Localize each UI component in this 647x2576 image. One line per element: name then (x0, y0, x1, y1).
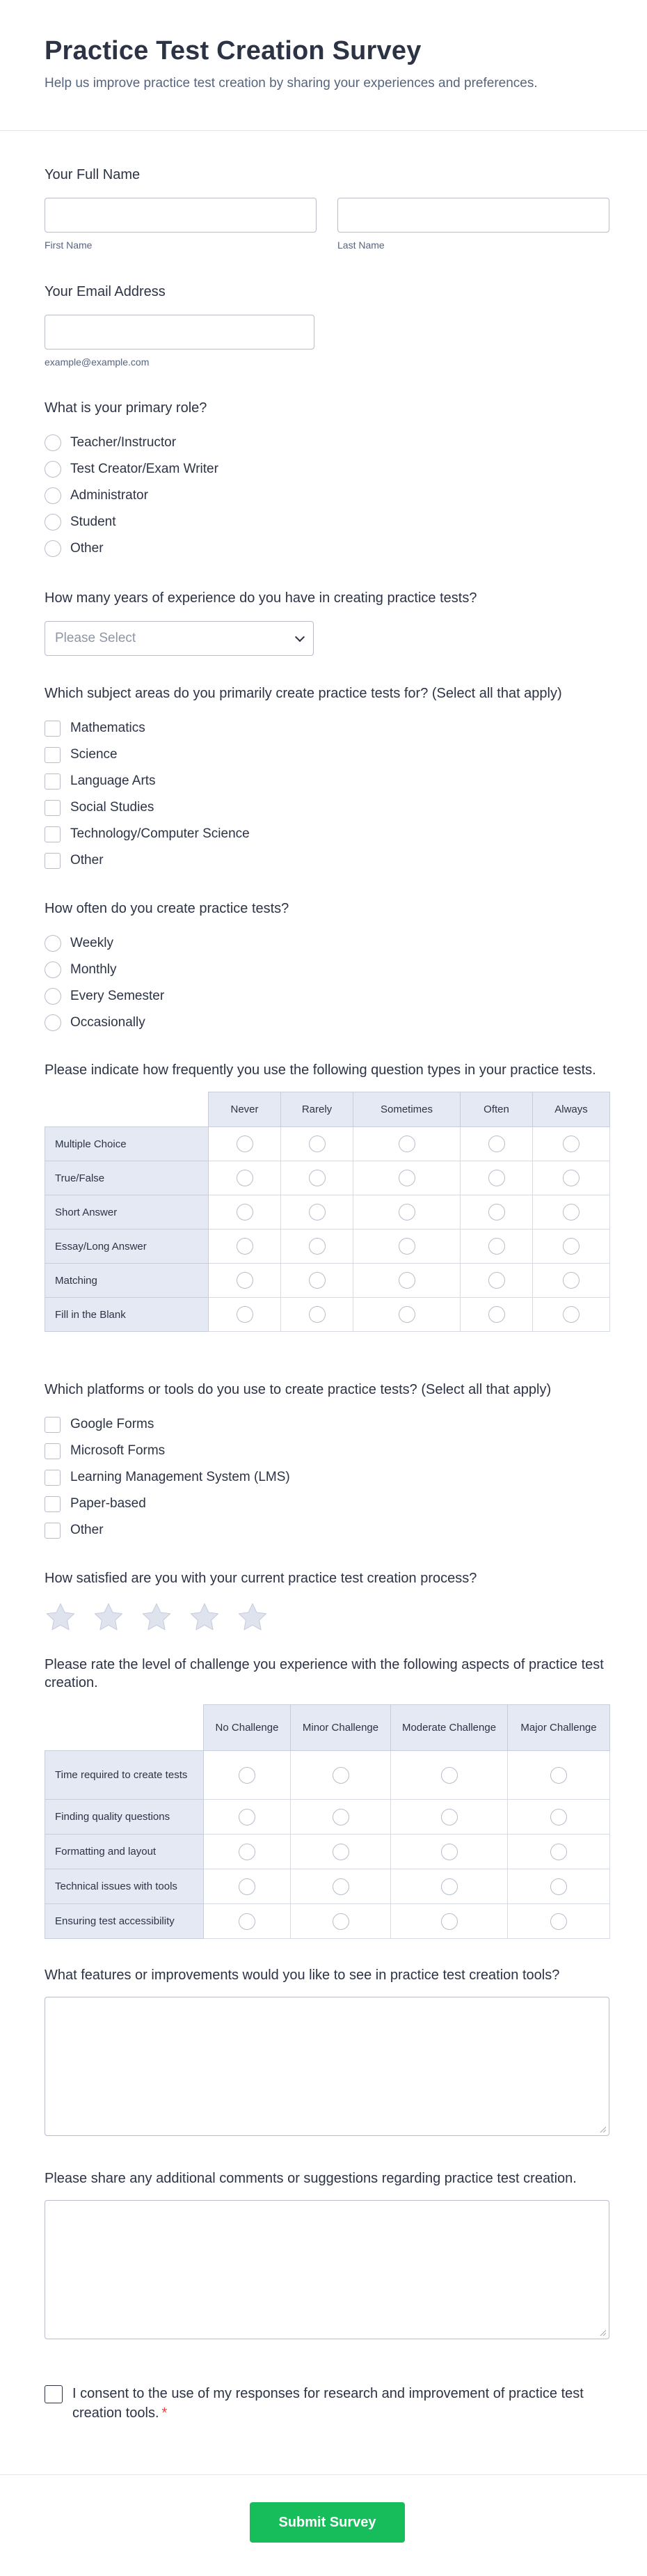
matrix-row-label: Essay/Long Answer (45, 1230, 209, 1264)
matrix-radio[interactable] (441, 1844, 458, 1860)
frequency-options (45, 930, 609, 1036)
matrix-radio[interactable] (550, 1878, 567, 1895)
chevron-down-icon (295, 631, 305, 641)
platform-option[interactable]: Learning Management System (LMS) (45, 1464, 609, 1491)
matrix-radio[interactable] (563, 1136, 580, 1152)
matrix-radio[interactable] (563, 1238, 580, 1255)
matrix-radio[interactable] (333, 1878, 349, 1895)
checkbox[interactable] (45, 1417, 61, 1433)
matrix-radio[interactable] (441, 1809, 458, 1825)
matrix-radio[interactable] (550, 1844, 567, 1860)
email-input[interactable] (45, 315, 314, 350)
matrix-corner (45, 1705, 204, 1751)
platform-option[interactable]: Google Forms (45, 1411, 609, 1438)
matrix-radio[interactable] (563, 1204, 580, 1220)
matrix-row-label: Multiple Choice (45, 1127, 209, 1161)
checkbox[interactable] (45, 1470, 61, 1486)
matrix-radio[interactable] (441, 1878, 458, 1895)
resize-handle-icon[interactable] (599, 2126, 606, 2133)
role-options (45, 430, 609, 562)
matrix-corner (45, 1092, 209, 1127)
role-question (45, 399, 609, 562)
subject-option[interactable]: Technology/Computer Science (45, 821, 609, 847)
matrix-radio[interactable] (237, 1238, 253, 1255)
matrix-row-label: Time required to create tests (45, 1751, 204, 1800)
comments-question (45, 2169, 609, 2339)
page-title: Practice Test Creation Survey (45, 36, 422, 65)
matrix-radio[interactable] (550, 1913, 567, 1930)
experience-question (45, 589, 609, 656)
frequency-option[interactable]: Weekly (45, 930, 609, 957)
matrix-radio[interactable] (237, 1204, 253, 1220)
matrix-radio[interactable] (563, 1272, 580, 1289)
matrix-radio[interactable] (309, 1204, 326, 1220)
matrix-col-header: Rarely (281, 1092, 353, 1127)
matrix-row-label: Matching (45, 1264, 209, 1298)
page-subtitle: Help us improve practice test creation by sharing your experiences and preferences. (45, 76, 538, 91)
satisfaction-question (45, 1569, 609, 1633)
matrix-radio[interactable] (333, 1809, 349, 1825)
checkbox[interactable] (45, 853, 61, 869)
matrix-radio[interactable] (309, 1136, 326, 1152)
matrix-row-label: Finding quality questions (45, 1800, 204, 1835)
frequency-option[interactable]: Monthly (45, 957, 609, 983)
platform-option[interactable]: Other (45, 1517, 609, 1544)
checkbox[interactable] (45, 800, 61, 816)
radio-button[interactable] (45, 961, 61, 978)
star-icon[interactable] (45, 1601, 77, 1633)
submit-button[interactable]: Submit Survey (250, 2502, 405, 2543)
consent-field (45, 2384, 609, 2423)
table-row (45, 1161, 610, 1195)
question-label: Your Email Address (45, 284, 166, 299)
full-name-field (45, 166, 609, 251)
matrix-row-label: Fill in the Blank (45, 1298, 209, 1332)
table-row (45, 1869, 610, 1904)
form-header (0, 0, 647, 131)
matrix-radio[interactable] (399, 1170, 415, 1186)
matrix-radio[interactable] (399, 1238, 415, 1255)
matrix-radio[interactable] (488, 1306, 505, 1323)
platform-option[interactable]: Microsoft Forms (45, 1438, 609, 1464)
matrix-radio[interactable] (399, 1136, 415, 1152)
challenge-table (45, 1704, 610, 1939)
matrix-row-label: Formatting and layout (45, 1835, 204, 1869)
matrix-col-header: Major Challenge (508, 1705, 610, 1751)
role-option[interactable]: Administrator (45, 482, 609, 509)
checkbox[interactable] (45, 1443, 61, 1459)
radio-button[interactable] (45, 514, 61, 531)
frequency-option[interactable]: Occasionally (45, 1010, 609, 1036)
matrix-radio[interactable] (309, 1306, 326, 1323)
checkbox[interactable] (45, 826, 61, 842)
matrix-radio[interactable] (488, 1238, 505, 1255)
matrix-radio[interactable] (488, 1272, 505, 1289)
checkbox[interactable] (45, 773, 61, 790)
matrix-radio[interactable] (333, 1844, 349, 1860)
matrix-row-label: True/False (45, 1161, 209, 1195)
matrix-col-header: Never (209, 1092, 281, 1127)
matrix-radio[interactable] (239, 1767, 255, 1784)
matrix-radio[interactable] (239, 1844, 255, 1860)
matrix-radio[interactable] (488, 1204, 505, 1220)
matrix-radio[interactable] (563, 1170, 580, 1186)
checkbox[interactable] (45, 1523, 61, 1539)
matrix-col-header: Minor Challenge (291, 1705, 391, 1751)
matrix-radio[interactable] (237, 1272, 253, 1289)
matrix-radio[interactable] (441, 1913, 458, 1930)
resize-handle-icon[interactable] (599, 2329, 606, 2336)
subject-option[interactable]: Language Arts (45, 768, 609, 794)
question-label: Which subject areas do you primarily create practice tests for? (Select all that apply) (45, 686, 562, 701)
star-icon[interactable] (141, 1601, 173, 1633)
matrix-radio[interactable] (237, 1136, 253, 1152)
subject-option[interactable]: Science (45, 741, 609, 768)
subjects-question (45, 684, 609, 874)
star-icon[interactable] (93, 1601, 125, 1633)
question-label: Please rate the level of challenge you experience with the following aspects of practice test creation. (45, 1657, 604, 1690)
matrix-radio[interactable] (563, 1306, 580, 1323)
table-row (45, 1751, 610, 1800)
email-sublabel: example@example.com (45, 356, 150, 368)
radio-button[interactable] (45, 988, 61, 1005)
table-row (45, 1264, 610, 1298)
matrix-radio[interactable] (239, 1913, 255, 1930)
table-row (45, 1127, 610, 1161)
matrix-radio[interactable] (488, 1136, 505, 1152)
question-label: How many years of experience do you have in creating practice tests? (45, 590, 477, 606)
table-row (45, 1298, 610, 1332)
challenge-matrix (45, 1656, 609, 1939)
radio-button[interactable] (45, 1014, 61, 1031)
matrix-radio[interactable] (333, 1767, 349, 1784)
frequency-question (45, 900, 609, 1036)
matrix-radio[interactable] (237, 1306, 253, 1323)
table-row (45, 1904, 610, 1939)
question-types-matrix (45, 1061, 609, 1332)
matrix-radio[interactable] (550, 1809, 567, 1825)
platforms-options (45, 1411, 609, 1544)
matrix-col-header: Always (533, 1092, 610, 1127)
radio-button[interactable] (45, 461, 61, 478)
matrix-col-header: Moderate Challenge (391, 1705, 508, 1751)
table-row (45, 1195, 610, 1230)
matrix-radio[interactable] (550, 1767, 567, 1784)
matrix-radio[interactable] (333, 1913, 349, 1930)
matrix-radio[interactable] (399, 1272, 415, 1289)
subject-option[interactable]: Mathematics (45, 715, 609, 741)
matrix-radio[interactable] (309, 1170, 326, 1186)
role-option[interactable]: Other (45, 535, 609, 562)
email-field (45, 283, 609, 368)
consent-text: I consent to the use of my responses for research and improvement of practice test creation tools. (72, 2386, 584, 2421)
radio-button[interactable] (45, 540, 61, 557)
matrix-col-header: Sometimes (353, 1092, 461, 1127)
radio-button[interactable] (45, 935, 61, 952)
matrix-radio[interactable] (237, 1170, 253, 1186)
matrix-radio[interactable] (239, 1809, 255, 1825)
question-label: Your Full Name (45, 167, 141, 182)
matrix-radio[interactable] (399, 1306, 415, 1323)
matrix-radio[interactable] (309, 1272, 326, 1289)
platform-option[interactable]: Paper-based (45, 1491, 609, 1517)
checkbox[interactable] (45, 1496, 61, 1512)
role-option[interactable]: Student (45, 509, 609, 535)
matrix-col-header: Often (461, 1092, 533, 1127)
matrix-radio[interactable] (399, 1204, 415, 1220)
question-label: How satisfied are you with your current practice test creation process? (45, 1571, 477, 1586)
question-label: Which platforms or tools do you use to create practice tests? (Select all that apply) (45, 1382, 552, 1397)
checkbox[interactable] (45, 721, 61, 737)
question-label: How often do you create practice tests? (45, 901, 289, 916)
checkbox[interactable] (45, 747, 61, 763)
role-option[interactable]: Teacher/Instructor (45, 430, 609, 456)
footer-divider (0, 2474, 647, 2475)
star-icon[interactable] (189, 1601, 221, 1633)
star-icon[interactable] (237, 1601, 269, 1633)
question-types-table (45, 1092, 610, 1332)
last-name-sublabel: Last Name (337, 239, 385, 251)
comments-textarea[interactable] (45, 2200, 609, 2339)
matrix-radio[interactable] (239, 1878, 255, 1895)
subject-option[interactable]: Other (45, 847, 609, 874)
table-row (45, 1800, 610, 1835)
radio-button[interactable] (45, 434, 61, 451)
features-question (45, 1966, 609, 2136)
first-name-input[interactable] (45, 198, 317, 233)
matrix-radio[interactable] (441, 1767, 458, 1784)
radio-button[interactable] (45, 487, 61, 504)
question-label: Please share any additional comments or suggestions regarding practice test creation. (45, 2171, 577, 2186)
select-placeholder: Please Select (55, 631, 136, 645)
subject-option[interactable]: Social Studies (45, 794, 609, 821)
first-name-sublabel: First Name (45, 239, 93, 251)
matrix-radio[interactable] (309, 1238, 326, 1255)
question-label: What is your primary role? (45, 400, 207, 416)
role-option[interactable]: Test Creator/Exam Writer (45, 456, 609, 482)
question-label: What features or improvements would you like to see in practice test creation tools? (45, 1968, 560, 1983)
question-label: Please indicate how frequently you use the following question types in your practice tests. (45, 1062, 596, 1078)
matrix-row-label: Technical issues with tools (45, 1869, 204, 1904)
star-rating (45, 1601, 609, 1633)
experience-select[interactable] (45, 621, 314, 656)
features-textarea[interactable] (45, 1997, 609, 2136)
consent-checkbox[interactable] (45, 2385, 63, 2403)
matrix-row-label: Ensuring test accessibility (45, 1904, 204, 1939)
table-row (45, 1835, 610, 1869)
matrix-row-label: Short Answer (45, 1195, 209, 1230)
platforms-question (45, 1381, 609, 1544)
table-row (45, 1230, 610, 1264)
matrix-col-header: No Challenge (204, 1705, 291, 1751)
last-name-input[interactable] (337, 198, 609, 233)
required-asterisk: * (161, 2405, 168, 2421)
frequency-option[interactable]: Every Semester (45, 983, 609, 1010)
matrix-radio[interactable] (488, 1170, 505, 1186)
subjects-options (45, 715, 609, 874)
